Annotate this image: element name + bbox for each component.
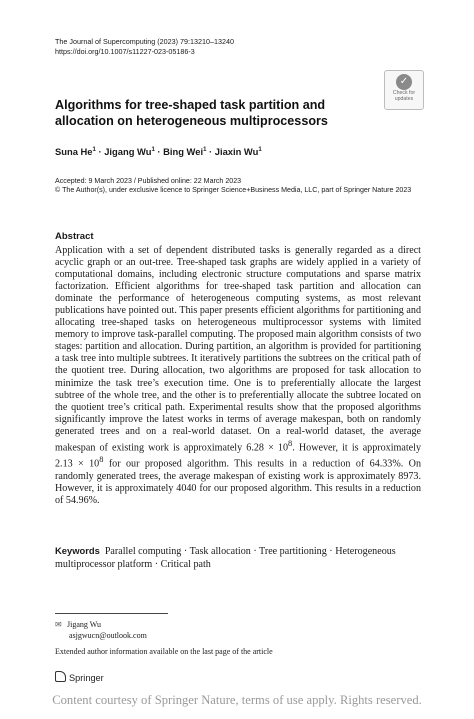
publication-dates [55, 177, 425, 196]
keywords-label: Keywords [55, 545, 100, 556]
author-affiliation-mark: 1 [258, 146, 262, 153]
acceptance-dates: Accepted: 9 March 2023 / Published online: 22 March 2023 [55, 177, 242, 185]
abstract-text: Application with a set of dependent distributed tasks is generally regarded as a direct acyclic graph or an out-tree. Tree-shaped task graphs are widely applied in a variety of computational domains, including electronic structure computations and sparse matrix factorization. Efficient algorithms for tree-shaped task partition and allocation can dominate the performance of heterogeneous computing systems, as most relevant publications have pointed out. This paper presents efficient algorithms for partitioning and allocating tree-shaped tasks on heterogeneous multiprocessor systems with limited memory to improve task-parallel computing. The proposed main algorithm consists of two stages: partition and allocation. During partition, an algorithm is provided for partitioning a task tree into multiple subtrees. It iteratively partitions the subtrees on the critical path of the quotient tree. During allocation, two algorithms are proposed for task allocation to minimize the task tree’s execution time. One is to preferentially allocate the largest subtree of the whole tree, and the other is to preferentially allocate the subtree located on the quotient tree’s critical path. Experimental results show that the proposed algorithms significantly improve the latest works in terms of average makespan, both on randomly generated trees and on a real-world dataset. On a real-world dataset, the average makespan of existing work is approximately [55, 245, 421, 454]
author-separator: · [157, 146, 161, 157]
check-for-updates-badge[interactable] [384, 70, 424, 110]
abstract-exponent: 8 [99, 455, 104, 465]
author-separator: · [209, 146, 213, 157]
author-name[interactable]: Jigang Wu [104, 146, 152, 157]
abstract-math: 6.28 × 10 [246, 442, 288, 454]
corresponding-author [55, 619, 147, 641]
doi-link[interactable]: https://doi.org/10.1007/s11227-023-05186-3 [55, 47, 195, 56]
abstract-text: . However, it is approximately [292, 442, 421, 454]
author-affiliation-mark: 1 [151, 146, 155, 153]
author-name[interactable]: Bing Wei [163, 146, 204, 157]
abstract-text: for our proposed algorithm. This results in a reduction of 64.33%. On randomly generated trees, the average makespan of existing work is approximately 8973. However, it is approximately 4040 for our proposed algorithm. This results in a reduction of 54.96%. [55, 458, 422, 506]
corresponding-name: Jigang Wu [67, 620, 101, 629]
publisher-logo [55, 671, 104, 683]
abstract-exponent: 8 [288, 438, 293, 448]
bookmark-icon: ✓ [396, 74, 412, 90]
footnote-divider [55, 613, 168, 614]
keywords-list: Parallel computing · Task allocation · Tree partitioning · Heterogeneous multiprocessor platform · Critical path [55, 546, 396, 570]
badge-label-1: Check for [392, 90, 416, 96]
author-list [55, 146, 262, 157]
envelope-icon: ✉ [55, 620, 62, 629]
author-affiliation-mark: 1 [203, 146, 207, 153]
author-name[interactable]: Jiaxin Wu [214, 146, 259, 157]
corresponding-email[interactable]: asjgwucn@outlook.com [69, 631, 147, 640]
publisher-name: Springer [69, 673, 104, 683]
author-name[interactable]: Suna He [55, 146, 93, 157]
journal-citation: The Journal of Supercomputing (2023) 79:13210–13240 [55, 37, 235, 46]
badge-label-2: updates [394, 95, 414, 102]
abstract-heading: Abstract [55, 231, 94, 242]
springer-horse-icon [55, 671, 66, 682]
abstract-body [55, 245, 421, 507]
courtesy-notice: Content courtesy of Springer Nature, terms of use apply. Rights reserved. [52, 693, 422, 707]
keywords [55, 545, 421, 571]
extended-author-info: Extended author information available on the last page of the article [55, 647, 273, 656]
author-affiliation-mark: 1 [92, 146, 96, 153]
journal-header [55, 37, 234, 57]
copyright-notice: © The Author(s), under exclusive licence to Springer Science+Business Media, LLC, part of Springer Nature 2023 [55, 186, 412, 195]
author-separator: · [98, 146, 102, 157]
article-title: Algorithms for tree-shaped task partition and allocation on heterogeneous multiprocessors [55, 98, 328, 128]
abstract-math: 2.13 × 10 [55, 458, 100, 470]
